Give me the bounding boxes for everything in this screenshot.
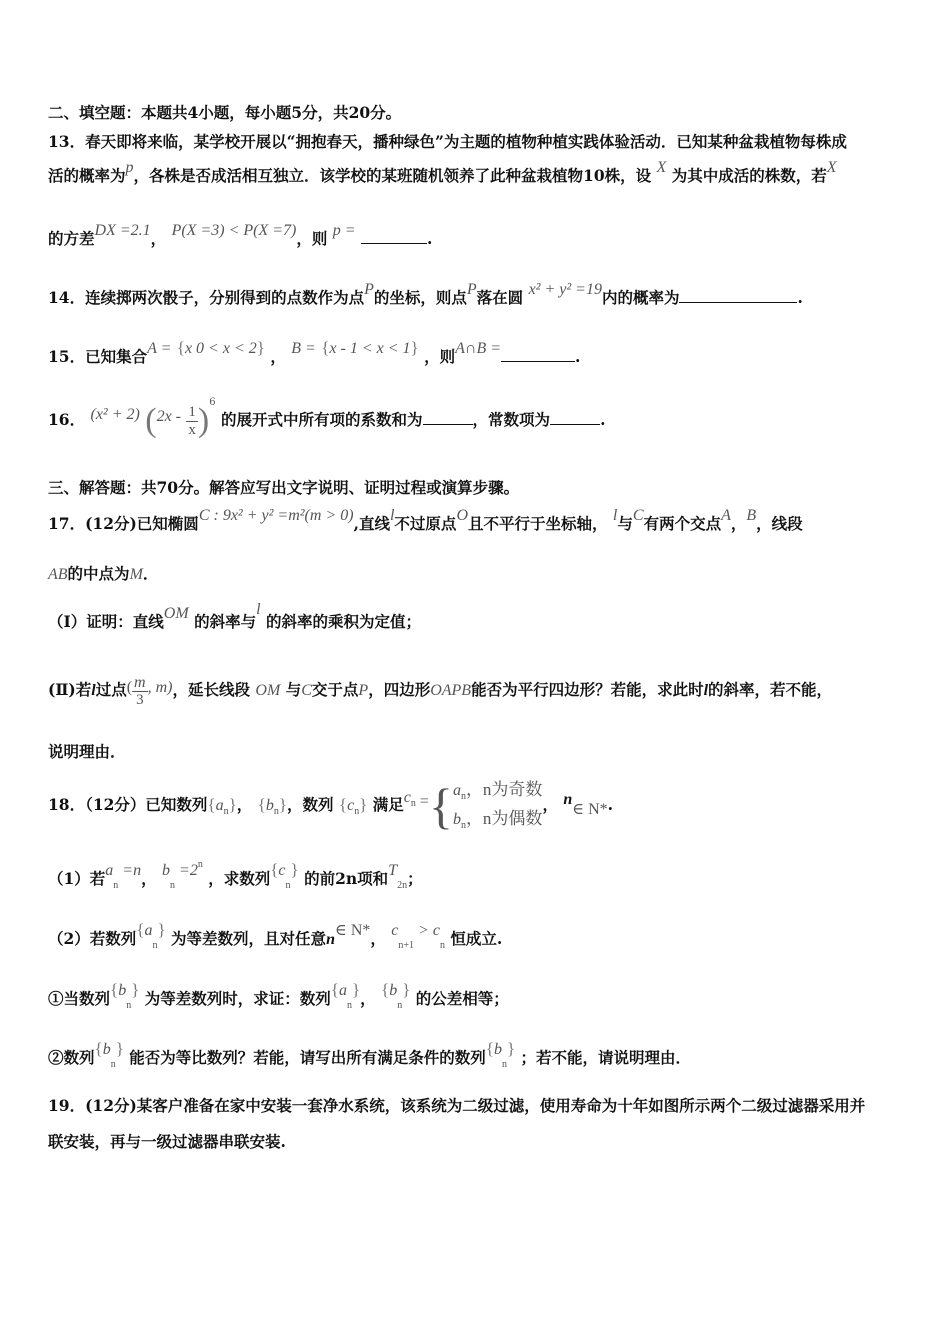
math-l: l bbox=[612, 507, 618, 524]
right-brace-icon: } bbox=[256, 338, 265, 357]
math-point-m: , m) bbox=[147, 679, 173, 696]
right-brace-icon: } bbox=[410, 338, 419, 357]
math-C: C bbox=[632, 507, 644, 524]
right-brace-icon: } bbox=[278, 795, 287, 814]
answer-blank[interactable] bbox=[679, 286, 797, 303]
math-intersection: A∩B = bbox=[455, 340, 502, 357]
math-M: M bbox=[129, 566, 143, 583]
right-paren-icon: ) bbox=[197, 402, 210, 439]
math-point-fraction: $\frac{m}{3}$ bbox=[134, 673, 146, 708]
math-ellipse-equation: C : 9x² + y² =m²(m > 0) bbox=[198, 507, 354, 524]
q17-part-2-cont: 说明理由． bbox=[48, 742, 126, 761]
section-2-title: 二、填空题：本题共4小题，每小题5分，共20分。 bbox=[48, 103, 402, 122]
q15-line: 15．已知集合A = {x 0 < x < 2} ， B = {x - 1 < x < 1} ，则A∩B = . bbox=[48, 338, 581, 366]
answer-blank[interactable] bbox=[550, 408, 600, 425]
cases-brace-icon: { bbox=[428, 778, 453, 834]
q17-line-2: AB的中点为M． bbox=[48, 564, 159, 583]
math-set-B: x - 1 < x < 1 bbox=[329, 340, 411, 357]
math-X: X bbox=[656, 159, 667, 176]
q18-part-2: （2）若数列$\{a_n\}$ 为等差数列，且对任意n∈ N*， $c_{n+1} > c_n$ 恒成立. bbox=[48, 920, 503, 951]
left-brace-icon: { bbox=[207, 795, 216, 814]
math-A: A = bbox=[147, 340, 172, 357]
math-c-n: c bbox=[403, 789, 411, 806]
right-brace-icon: } bbox=[359, 795, 368, 814]
left-brace-icon: { bbox=[257, 795, 266, 814]
q18-sub-1: ①当数列$\{b_n\}$ 为等差数列时，求证：数列$\{a_n\}$， $\{b_n\}$ 的公差相等； bbox=[48, 980, 509, 1011]
q13-line-1: 13．春天即将来临，某学校开展以“拥抱春天，播种绿色”为主题的植物种植实践体验活动．已知某种盆栽植物每株成 bbox=[48, 132, 847, 151]
q13-line-2: 活的概率为p，各株是否成活相互独立．该学校的某班随机领养了此种盆栽植物10株，设 X 为其中成活的株数，若X bbox=[48, 159, 837, 185]
math-factor-1: (x² + 2) bbox=[90, 406, 140, 423]
math-O: O bbox=[456, 507, 468, 524]
math-P: P bbox=[358, 682, 369, 699]
q14-line: 14．连续掷两次骰子，分别得到的点数作为点P的坐标，则点P落在圆 x² + y² =19内的概率为 . bbox=[48, 281, 803, 307]
left-brace-icon: { bbox=[176, 338, 185, 357]
answer-blank[interactable] bbox=[361, 227, 427, 244]
math-variance: DX =2.1 bbox=[94, 222, 151, 239]
math-p-equals: p = bbox=[332, 222, 356, 239]
math-A: A bbox=[721, 507, 731, 524]
math-OAPB: OAPB bbox=[430, 682, 472, 699]
math-factor-2: 2x - bbox=[156, 408, 182, 425]
q16-line: 16． (x² + 2) (2x - $\frac{1}{x}$ )$^6$ 的展开式中所有项的系数和为 ，常数项为 . bbox=[48, 397, 606, 439]
answer-blank[interactable] bbox=[501, 345, 575, 362]
q19-line-1: 19．(12分)某客户准备在家中安装一套净水系统，该系统为二级过滤，使用寿命为十年如图所示两个二级过滤器采用并 bbox=[48, 1096, 866, 1115]
left-brace-icon: { bbox=[338, 795, 348, 814]
q13-line-3: 的方差DX =2.1， P(X =3) < P(X =7)，则 p = . bbox=[48, 222, 433, 248]
math-n: n bbox=[563, 791, 573, 808]
math-l: l bbox=[389, 507, 395, 524]
math-P: P bbox=[364, 281, 374, 298]
q19-line-2: 联安装，再与一级过滤器串联安装. bbox=[48, 1132, 286, 1151]
math-fraction: $\frac{1}{x}$ bbox=[188, 403, 196, 438]
section-3-title: 三、解答题：共70分。解答应写出文字说明、证明过程或演算步骤。 bbox=[48, 478, 520, 497]
math-l: l bbox=[703, 682, 709, 699]
right-brace-icon: } bbox=[228, 795, 237, 814]
left-paren-icon: ( bbox=[145, 402, 157, 439]
math-AB: AB bbox=[48, 566, 68, 583]
math-set-A: x 0 < x < 2 bbox=[184, 340, 257, 357]
math-B: B = bbox=[291, 340, 316, 357]
math-P: P bbox=[466, 281, 477, 298]
q17-part-1: （Ⅰ）证明：直线OM 的斜率与l 的斜率的乘积为定值； bbox=[48, 601, 421, 631]
q17-part-2: (Ⅱ)若l过点( $\frac{m}{3}$ , m)，延长线段 OM 与C交于点P，四边形OAPB能否为平行四边形？若能，求此时l的斜率，若不能， bbox=[48, 673, 833, 708]
math-C: C bbox=[301, 682, 312, 699]
math-piecewise: $a_n$，n为奇数 $b_n$，n为偶数 bbox=[452, 780, 543, 831]
q18-sub-2: ②数列$\{b_n\}$ 能否为等比数列？若能，请写出所有满足条件的数列$\{b_n\}$ ；若不能，请说明理由． bbox=[48, 1039, 692, 1070]
math-probability-condition: P(X =3) < P(X =7) bbox=[171, 222, 297, 239]
math-l: l bbox=[256, 601, 261, 618]
math-T2n: T bbox=[388, 862, 398, 879]
left-paren-icon: ( bbox=[126, 679, 133, 696]
q18-part-1: （1）若$a_n =n$， $b_n =2^n$ ，求数列$\{c_n\}$ 的前2n项和$T_{2n}$； bbox=[48, 859, 423, 891]
math-in-N: ∈ N* bbox=[572, 801, 608, 818]
math-exponent: 6 bbox=[209, 397, 216, 408]
math-circle-equation: x² + y² =19 bbox=[528, 281, 602, 298]
left-brace-icon: { bbox=[321, 338, 330, 357]
q17-line-1: 17．(12分)已知椭圆C : 9x² + y² =m²(m > 0),直线l不过原点O且不平行于坐标轴， l与C有两个交点A，B，线段 bbox=[48, 507, 803, 533]
math-X: X bbox=[826, 159, 837, 176]
math-OM: OM bbox=[163, 605, 189, 622]
math-l: l bbox=[91, 682, 96, 699]
answer-blank[interactable] bbox=[423, 408, 473, 425]
q18-line-1: 18．（12分）已知数列$\{a_n\}$， $\{b_n\}$，数列 $\{c_n\}$ 满足$c^n$ ={ $a_n$，n为奇数 $b_n$，n为偶数 ， n∈ N*. bbox=[48, 778, 614, 834]
math-p: p bbox=[125, 159, 134, 176]
math-OM: OM bbox=[255, 682, 281, 699]
math-B: B bbox=[746, 507, 757, 524]
